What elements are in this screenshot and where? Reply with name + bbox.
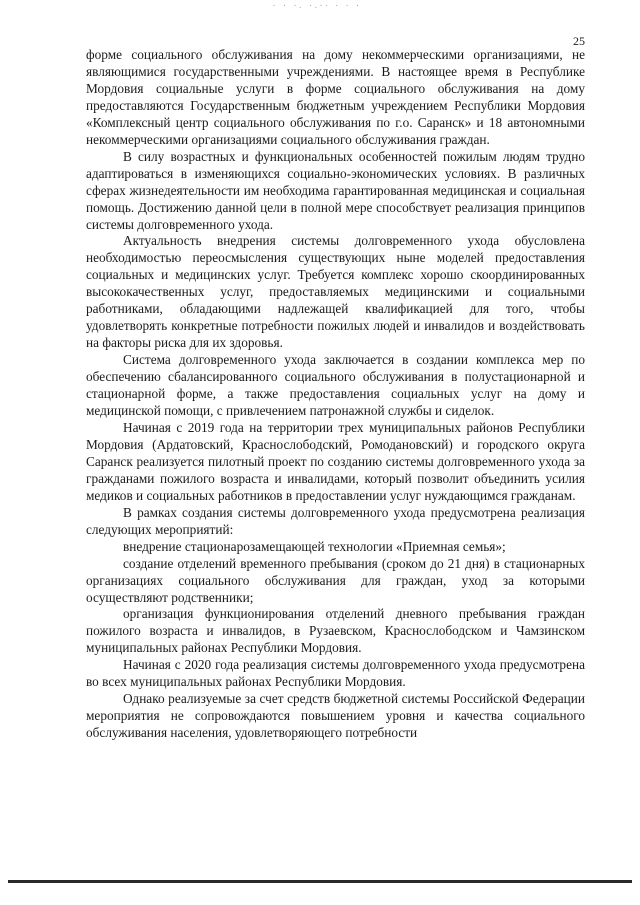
scan-edge-line bbox=[8, 880, 632, 883]
paragraph-5: Начиная с 2019 года на территории трех муниципальных районов Республики Мордовия (Ардатовский, Краснослободский, Ромодановский) и городского округа Саранск реализуется пилотный проект по созданию системы долговременного ухода за гражданами пожилого возраста и инвалидами, который позволит объединить усилия медиков и социальных работников в предоставлении услуг нуждающимся гражданам. bbox=[86, 419, 585, 503]
list-item-1: внедрение стационарозамещающей технологии «Приемная семья»; bbox=[123, 538, 506, 554]
list-item-3: организация функционирования отделений дневного пребывания граждан пожилого возраста и инвалидов, в Рузаевском, Краснослободском и Чамзинском муниципальных районах Республики Мордовия. bbox=[86, 606, 585, 656]
list-item-2: создание отделений временного пребывания (сроком до 21 дня) в стационарных организациях социального обслуживания для граждан, уход за которыми осуществляют родственники; bbox=[86, 555, 585, 605]
paragraph-8: Однако реализуемые за счет средств бюджетной системы Российской Федерации мероприятия не сопровождаются повышением уровня и качества социального обслуживания населения, удовлетворяющего потребности bbox=[86, 691, 585, 741]
paragraph-4: Система долговременного ухода заключается в создании комплекса мер по обеспечению сбалансированного социального обслуживания в полустационарной и стационарной форме, а также предоставления социальных услуг на дому и медицинской помощи, с привлечением патронажной службы и сиделок. bbox=[86, 352, 585, 419]
paragraph-7: Начиная с 2020 года реализация системы долговременного ухода предусмотрена во всех муниципальных районах Республики Мордовия. bbox=[86, 657, 585, 690]
paragraph-3: Актуальность внедрения системы долговременного ухода обусловлена необходимостью переосмысления существующих ныне моделей предоставления социальных и медицинских услуг. Требуется комплекс хорошо скоординированных высококачественных услуг, предоставляемых медицинскими и социальными работниками, обладающими надлежащей квалификацией для того, чтобы удовлетворять конкретные потребности пожилых людей и инвалидов и воздействовать на факторы риска для их здоровья. bbox=[86, 233, 585, 351]
page-number: 25 bbox=[573, 34, 585, 48]
paragraph-1: форме социального обслуживания на дому некоммерческими организациями, не являющимися государственными учреждениями. В настоящее время в Республике Мордовия социальные услуги в форме социального обслуживания на дому предоставляются Государственным бюджетным учреждением Республики Мордовия «Комплексный центр социального обслуживания по г.о. Саранск» и 18 автономными некоммерческими организациями социального обслуживания граждан. bbox=[86, 47, 585, 147]
paragraph-6: В рамках создания системы долговременного ухода предусмотрена реализация следующих мероприятий: bbox=[86, 504, 585, 537]
document-body bbox=[86, 47, 585, 742]
scan-artifact: · · ·. ·.·· · · · bbox=[272, 2, 361, 10]
paragraph-2: В силу возрастных и функциональных особенностей пожилым людям трудно адаптироваться в изменяющихся социально-экономических условиях. В различных сферах жизнедеятельности им необходима гарантированная медицинская и социальная помощь. Достижению данной цели в полной мере способствует реализация принципов системы долговременного ухода. bbox=[86, 148, 585, 232]
